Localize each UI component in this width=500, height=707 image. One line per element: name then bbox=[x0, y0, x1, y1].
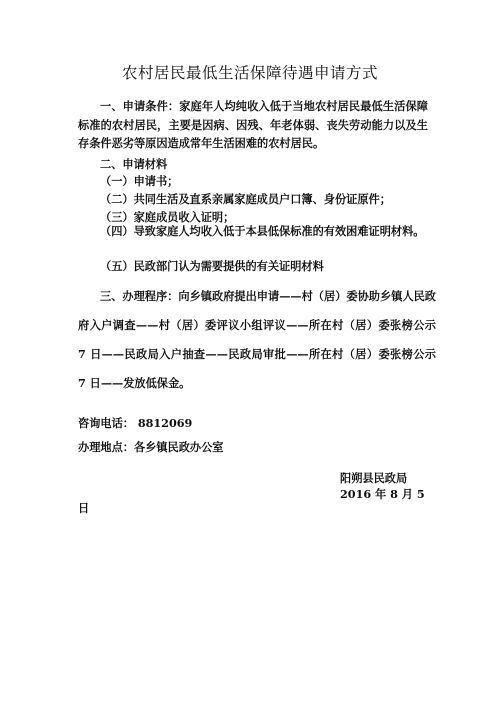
signature-date: 2016 年 8 月 5 bbox=[340, 487, 425, 501]
material-item-4: （四）导致家庭人均收入低于本县低保标准的有效困难证明材料。 bbox=[100, 224, 425, 238]
contact-phone: 咨询电话： 8812069 bbox=[78, 416, 193, 430]
material-item-1: （一）申请书； bbox=[100, 174, 179, 188]
material-item-5: （五）民政部门认为需要提供的有关证明材料 bbox=[100, 259, 324, 273]
materials-heading: 二、申请材料 bbox=[100, 157, 168, 171]
procedure-text: 三、办理程序：向乡镇政府提出申请——村（居）委协助乡镇人民政府入户调查——村（居）委评议小组评议——所在村（居）委张榜公示 7 日——民政局入户抽查——民政局审批——所在村（居）委张榜公示 7 日——发放低保金。 bbox=[78, 289, 436, 390]
signature-org: 阳朔县民政局 bbox=[340, 471, 408, 485]
signature-date-cont: 日 bbox=[78, 501, 90, 515]
material-item-3: （三）家庭成员收入证明； bbox=[100, 210, 235, 224]
contact-location: 办理地点：各乡镇民政办公室 bbox=[78, 440, 224, 454]
material-item-2: （二）共同生活及直系亲属家庭成员户口簿、身份证原件； bbox=[100, 192, 391, 206]
application-conditions: 一、申请条件：家庭年人均纯收入低于当地农村居民最低生活保障标准的农村居民，主要是因病、因残、年老体弱、丧失劳动能力以及生存条件恶劣等原因造成常年生活困难的农村居民。 bbox=[78, 99, 428, 150]
document-title: 农村居民最低生活保障待遇申请方式 bbox=[121, 64, 378, 82]
